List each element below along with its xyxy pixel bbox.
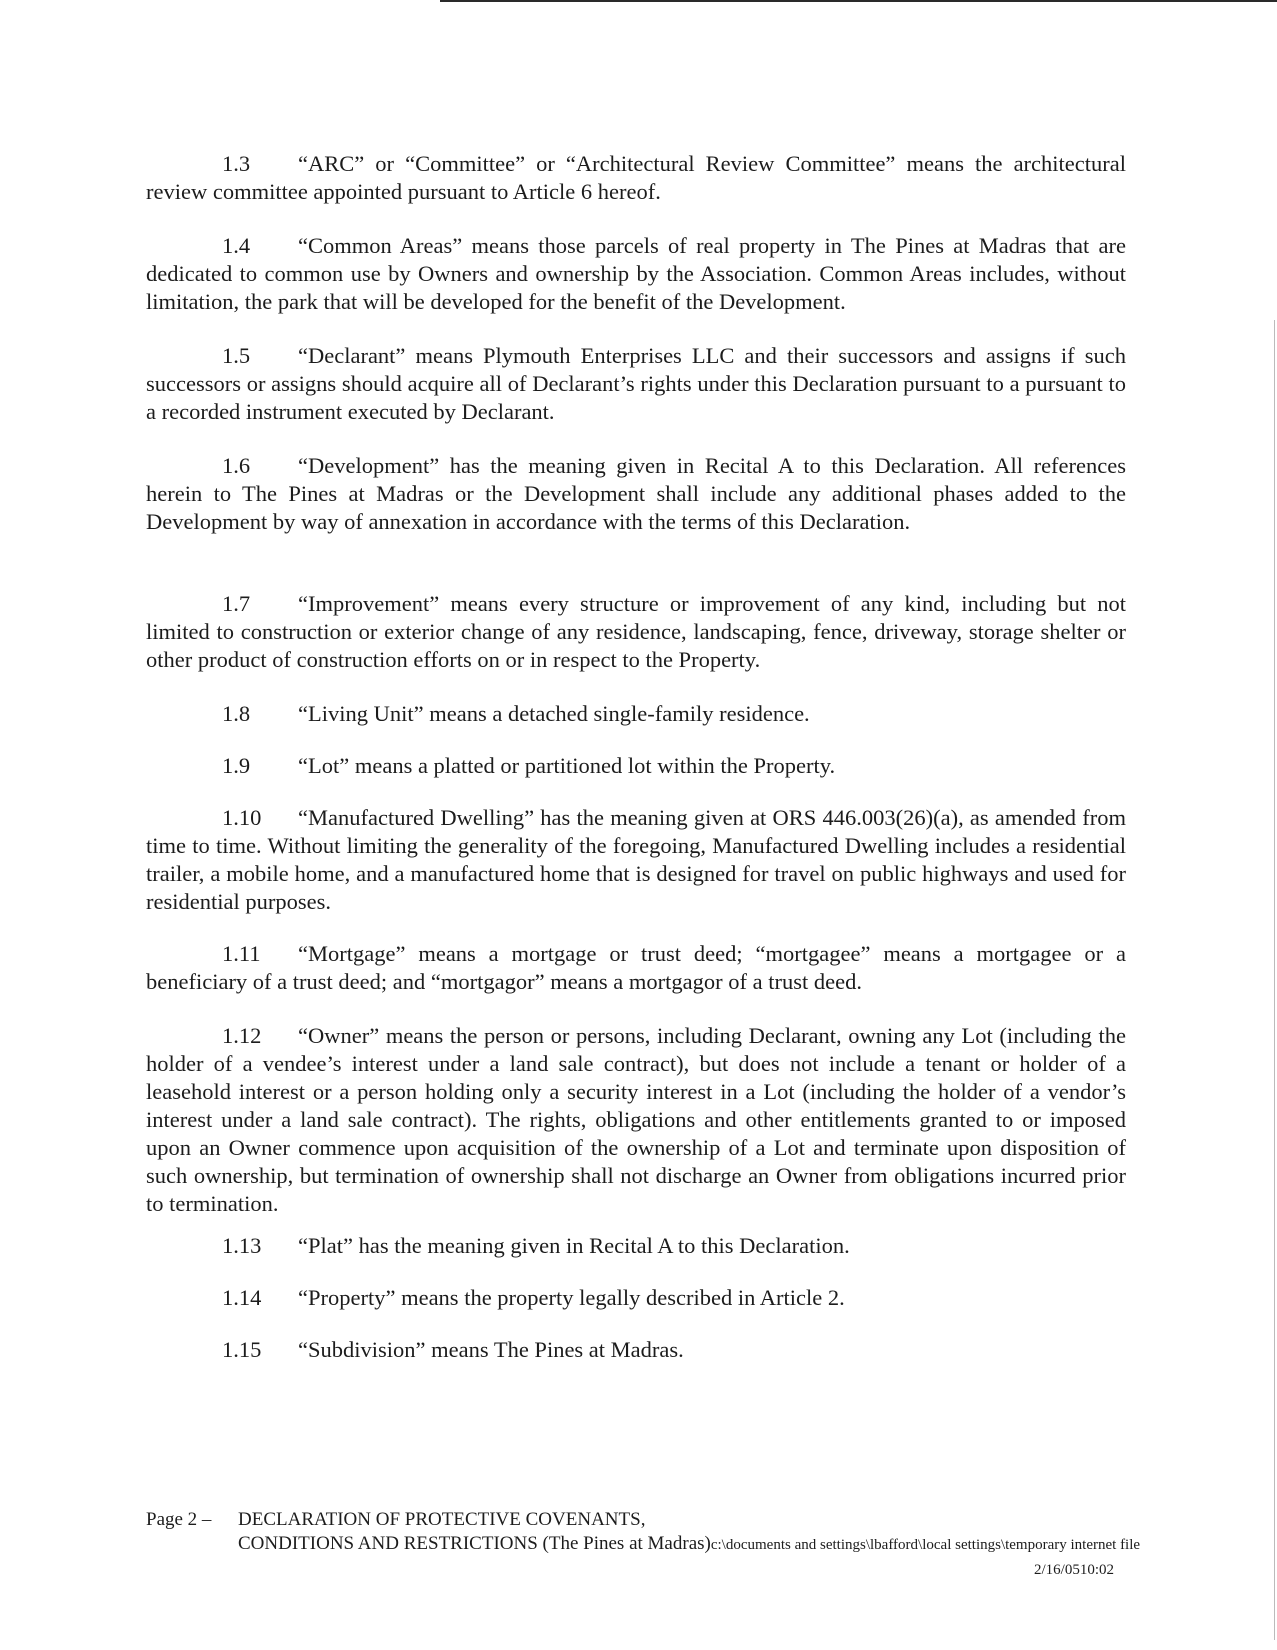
- section-number: 1.12: [222, 1023, 262, 1048]
- section-text: “Mortgage” means a mortgage or trust deed; “mortgagee” means a mortgagee or a beneficiary of a trust deed; and “mortgagor” means a mortgagor of a trust deed.: [146, 941, 1126, 994]
- section-text: “Living Unit” means a detached single-family residence.: [298, 701, 810, 726]
- right-border-line: [1274, 320, 1275, 1640]
- section-number: 1.15: [222, 1337, 262, 1362]
- section-text: “Plat” has the meaning given in Recital A to this Declaration.: [298, 1233, 850, 1258]
- footer-line-2: [146, 1532, 1266, 1557]
- section-number: 1.8: [222, 701, 251, 726]
- section-number: 1.11: [222, 941, 261, 966]
- section-1-8: [222, 700, 810, 728]
- section-text: “Lot” means a platted or partitioned lot within the Property.: [298, 753, 836, 778]
- section-1-12: [146, 1022, 1126, 1218]
- section-text: “Property” means the property legally described in Article 2.: [298, 1285, 845, 1310]
- section-1-3: [146, 150, 1126, 206]
- section-number: 1.7: [222, 591, 251, 616]
- section-text: “Owner” means the person or persons, including Declarant, owning any Lot (including the holder of a vendee’s interest under a land sale contract), but does not include a tenant or holder of a leasehold interest or a person holding only a security interest in a Lot (including the holder of a vendor’s interest under a land sale contract). The rights, obligations and other entitlements granted to or imposed upon an Owner commence upon acquisition of the ownership of a Lot and terminate upon disposition of such ownership, but termination of ownership shall not discharge an Owner from obligations incurred prior to termination.: [146, 1023, 1126, 1216]
- section-number: 1.9: [222, 753, 251, 778]
- footer-date-code: 2/16/0510:02: [1034, 1562, 1115, 1578]
- section-text: “Common Areas” means those parcels of real property in The Pines at Madras that are dedicated to common use by Owners and ownership by the Association. Common Areas includes, without limitation, the park that will be developed for the benefit of the Development.: [146, 233, 1126, 314]
- footer-title-line-2: CONDITIONS AND RESTRICTIONS (The Pines at Madras): [238, 1533, 711, 1554]
- footer-title-line-1: DECLARATION OF PROTECTIVE COVENANTS,: [238, 1509, 646, 1530]
- footer-file-path: c:\documents and settings\lbafford\local settings\temporary internet file: [710, 1537, 1141, 1553]
- section-number: 1.4: [222, 233, 251, 258]
- section-1-4: [146, 232, 1126, 316]
- footer-line-1: [146, 1508, 1266, 1532]
- section-1-5: [146, 342, 1126, 426]
- page-number-label: Page 2 –: [146, 1509, 212, 1530]
- page-footer: [146, 1508, 1266, 1578]
- section-number: 1.6: [222, 453, 251, 478]
- section-1-13: [222, 1232, 850, 1260]
- section-1-6: [146, 452, 1126, 536]
- section-1-11: [146, 940, 1126, 996]
- section-1-9: [222, 752, 835, 780]
- section-number: 1.14: [222, 1285, 262, 1310]
- section-number: 1.13: [222, 1233, 262, 1258]
- section-1-7: [146, 590, 1126, 674]
- top-border-line: [440, 0, 1277, 2]
- section-1-15: [222, 1336, 684, 1364]
- section-text: “Manufactured Dwelling” has the meaning given at ORS 446.003(26)(a), as amended from time to time. Without limiting the generality of the foregoing, Manufactured Dwelling includes a residential trailer, a mobile home, and a manufactured home that is designed for travel on public highways and used for residential purposes.: [146, 805, 1126, 914]
- section-text: “Development” has the meaning given in Recital A to this Declaration. All references herein to The Pines at Madras or the Development shall include any additional phases added to the Development by way of annexation in accordance with the terms of this Declaration.: [146, 453, 1126, 534]
- section-number: 1.10: [222, 805, 262, 830]
- section-1-10: [146, 804, 1126, 916]
- section-text: “Declarant” means Plymouth Enterprises LLC and their successors and assigns if such successors or assigns should acquire all of Declarant’s rights under this Declaration pursuant to a pursuant to a recorded instrument executed by Declarant.: [146, 343, 1126, 424]
- section-number: 1.5: [222, 343, 251, 368]
- section-text: “Improvement” means every structure or improvement of any kind, including but not limited to construction or exterior change of any residence, landscaping, fence, driveway, storage shelter or other product of construction efforts on or in respect to the Property.: [146, 591, 1126, 672]
- section-text: “ARC” or “Committee” or “Architectural Review Committee” means the architectural review committee appointed pursuant to Article 6 hereof.: [146, 151, 1126, 204]
- section-text: “Subdivision” means The Pines at Madras.: [298, 1337, 684, 1362]
- section-number: 1.3: [222, 151, 251, 176]
- section-1-14: [222, 1284, 845, 1312]
